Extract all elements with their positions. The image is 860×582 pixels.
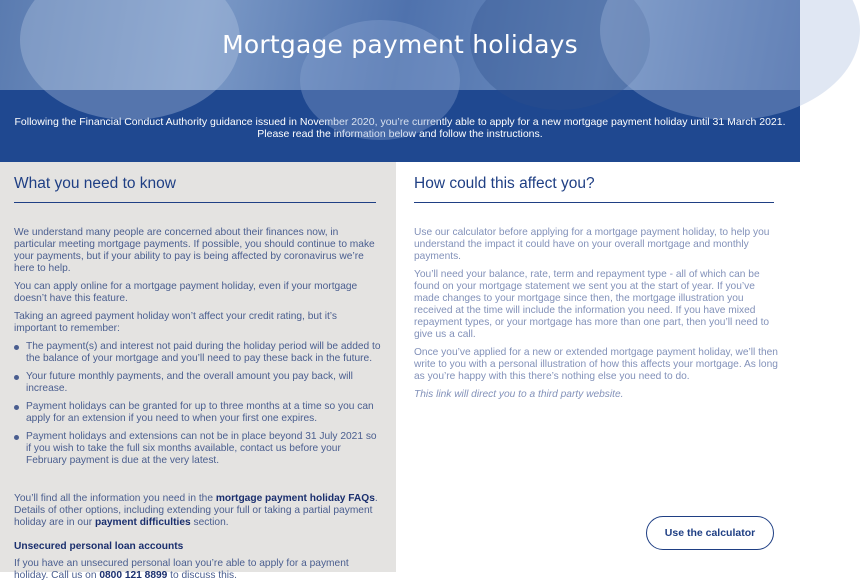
apply-online-paragraph: You can apply online for a mortgage payment holiday, even if your mortgage doesn’t have this feature. [14, 281, 358, 304]
unsecured-text: If you have an unsecured personal loan you’re able to apply for a payment holiday. Call us on [14, 558, 349, 581]
faq-text: You’ll find all the information you need in the [14, 493, 216, 504]
guidance-text-line2: Please read the information below and follow the instructions. [257, 128, 543, 140]
calculator-intro-paragraph: Use our calculator before applying for a mortgage payment holiday, to help you understand the impact it could have on your overall mortgage and monthly payments. [414, 227, 770, 262]
list-item-text: Payment holidays can be granted for up to three months at a time so you can apply for an extension if you need to when your first one expires. [26, 401, 374, 424]
reminder-list [14, 341, 382, 467]
list-item [14, 371, 382, 395]
payment-difficulties-link[interactable]: payment difficulties [94, 517, 191, 528]
faq-text: section. [190, 517, 229, 528]
phone-number-link[interactable]: 0800 121 8899 [99, 570, 168, 581]
use-calculator-button[interactable]: Use the calculator [646, 516, 774, 550]
bullet-icon [14, 375, 19, 380]
unsecured-loan-paragraph [14, 558, 382, 582]
list-item [14, 401, 382, 425]
unsecured-text: to discuss this. [167, 570, 237, 581]
faq-link[interactable]: mortgage payment holiday FAQs [215, 493, 375, 504]
intro-paragraph: We understand many people are concerned about their finances now, in particular meeting mortgage payments. If possible, you should continue to make your payments, but if your ability to pay is being affected by coronavirus we’re here to help. [14, 227, 375, 274]
faq-paragraph [14, 493, 382, 529]
faq-text: . Details of other options, including extending your full or taking a partial payment holiday are in our [14, 493, 378, 528]
content-columns [0, 162, 800, 581]
page-title: Mortgage payment holidays [222, 30, 578, 59]
guidance-text-line1: Following the Financial Conduct Authority guidance issued in November 2020, you’re currently able to apply for a new mortgage payment holiday until 31 March 2021. [14, 116, 786, 128]
credit-rating-paragraph: Taking an agreed payment holiday won’t affect your credit rating, but it’s important to remember: [14, 311, 337, 334]
bullet-icon [14, 345, 19, 350]
list-item-text: Payment holidays and extensions can not be in place beyond 31 July 2021 so if you wish to take the full six months available, contact us before your February payment is due at the very latest. [26, 431, 377, 466]
bullet-icon [14, 435, 19, 440]
what-you-need-to-know-panel [0, 162, 396, 581]
requirements-paragraph: You’ll need your balance, rate, term and repayment type - all of which can be found on your mortgage statement we sent you at the start of year. If you’ve made changes to your mortgage since then, the mortgage illustration you received at the time will include the information you need. If you have mixed repayment types, or your mortgage has more than one part, then you’ll need to give us a call. [414, 269, 770, 340]
section-heading: How could this affect you? [414, 178, 774, 203]
section-heading: What you need to know [14, 178, 376, 203]
illustration-paragraph: Once you’ve applied for a new or extended mortgage payment holiday, we’ll then write to you with a personal illustration of how this affects your mortgage. As long as you’re happy with this there’s nothing else you need to do. [414, 347, 778, 382]
list-item-text: The payment(s) and interest not paid during the holiday period will be added to the balance of your mortgage and you’ll need to pay these back in the future. [26, 341, 381, 364]
list-item-text: Your future monthly payments, and the overall amount you pay back, will increase. [26, 371, 353, 394]
list-item [14, 431, 382, 467]
third-party-note: This link will direct you to a third party website. [414, 389, 624, 400]
how-could-this-affect-you-panel [396, 162, 800, 572]
unsecured-loan-heading: Unsecured personal loan accounts [14, 541, 184, 552]
hero-banner [0, 0, 800, 90]
list-item [14, 341, 382, 365]
bullet-icon [14, 405, 19, 410]
